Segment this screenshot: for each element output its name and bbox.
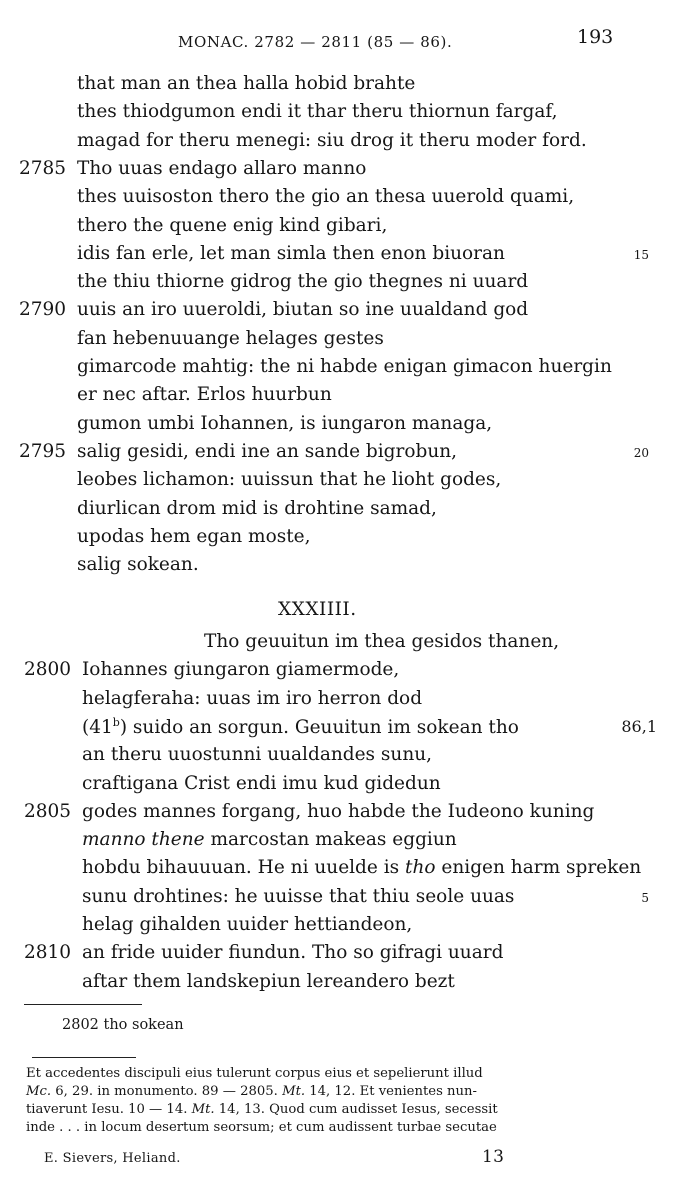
gospel-ref-mt: Mt. bbox=[282, 1084, 306, 1099]
verse-line-number: 2785 bbox=[19, 157, 67, 179]
latin-note-line-2a: 6, 29. in monumento. 89 — 2805. bbox=[51, 1084, 283, 1099]
latin-note-line-3a: tiaverunt Iesu. 10 — 14. bbox=[26, 1102, 192, 1117]
verse-line: uuis an iro uueroldi, biutan so ine uualdand god bbox=[77, 299, 529, 321]
verse-line: magad for theru menegi: siu drog it theru moder ford. bbox=[77, 129, 587, 151]
folio-superscript: b bbox=[112, 715, 120, 729]
verse-line: upodas hem egan moste, bbox=[77, 525, 311, 547]
verse-line: helag gihalden uuider hettiandeon, bbox=[82, 914, 413, 935]
emended-word: manno thene bbox=[82, 829, 205, 851]
verse-text: (41 bbox=[82, 717, 113, 739]
latin-note-line-3 bbox=[26, 1102, 498, 1117]
verse-line-number: 2800 bbox=[24, 659, 72, 681]
verse-line-number: 2805 bbox=[24, 800, 72, 822]
section-title: XXXIIII. bbox=[278, 599, 357, 620]
verse-line: salig sokean. bbox=[77, 554, 199, 576]
latin-note-line-4: inde . . . in locum desertum seorsum; et cum audissent turbae secutae bbox=[26, 1120, 497, 1135]
margin-reference: 20 bbox=[633, 445, 649, 460]
page-number: 193 bbox=[577, 26, 614, 48]
latin-note-line-1: Et accedentes discipuli eius tulerunt corpus eius et sepelierunt illud bbox=[26, 1066, 483, 1081]
emended-word: tho bbox=[405, 857, 436, 879]
verse-line-number: 2810 bbox=[24, 942, 72, 964]
running-header: MONAC. 2782 — 2811 (85 — 86). bbox=[178, 33, 453, 51]
verse-line: an theru uuostunni uualdandes sunu, bbox=[82, 744, 433, 766]
footer-signature: E. Sievers, Heliand. bbox=[44, 1151, 181, 1166]
verse-line: godes mannes forgang, huo habde the Iudeono kuning bbox=[82, 800, 595, 822]
verse-text: marcostan makeas eggiun bbox=[204, 829, 457, 851]
verse-line: gumon umbi Iohannen, is iungaron managa, bbox=[77, 412, 493, 434]
verse-line: idis fan erle, let man simla then enon biuoran bbox=[77, 242, 505, 264]
gospel-ref-mt-2: Mt. bbox=[191, 1102, 215, 1117]
notes-rule bbox=[32, 1057, 136, 1058]
verse-line: thero the quene enig kind gibari, bbox=[77, 214, 388, 236]
verse-line: helagferaha: uuas im iro herron dod bbox=[82, 687, 423, 709]
verse-line: leobes lichamon: uuissun that he lioht godes, bbox=[77, 469, 502, 491]
verse-line-number: 2790 bbox=[19, 299, 67, 321]
latin-note-line-3b: 14, 13. Quod cum audisset Iesus, secessit bbox=[214, 1102, 498, 1117]
margin-reference: 5 bbox=[641, 890, 649, 905]
footer-signature-number: 13 bbox=[482, 1147, 505, 1167]
verse-line: sunu drohtines: he uuisse that thiu seole uuas bbox=[82, 885, 515, 907]
verse-line: craftigana Crist endi imu kud gidedun bbox=[82, 772, 441, 794]
verse-text: hobdu bihauuuan. He ni uuelde is bbox=[82, 857, 406, 879]
verse-text: enigen harm spreken bbox=[435, 857, 642, 879]
apparatus-rule bbox=[24, 1004, 142, 1005]
verse-line bbox=[82, 716, 519, 738]
verse-line: the thiu thiorne gidrog the gio thegnes ni uuard bbox=[77, 271, 529, 293]
verse-line: thes thiodgumon endi it thar theru thiornun fargaf, bbox=[77, 101, 558, 123]
verse-line bbox=[82, 857, 641, 878]
verse-line: er nec aftar. Erlos huurbun bbox=[77, 384, 332, 406]
margin-reference: 86,1 bbox=[621, 716, 657, 736]
margin-reference: 15 bbox=[633, 247, 649, 262]
verse-line: diurlican drom mid is drohtine samad, bbox=[77, 497, 437, 519]
verse-line: an fride uuider fiundun. Tho so gifragi uuard bbox=[82, 942, 504, 964]
verse-line: that man an thea halla hobid brahte bbox=[77, 73, 416, 94]
verse-line-number: 2795 bbox=[19, 440, 67, 462]
verse-line: gimarcode mahtig: the ni habde enigan gimacon huergin bbox=[77, 356, 612, 377]
latin-note-line-2b: 14, 12. Et venientes nun- bbox=[305, 1084, 477, 1099]
verse-line: Tho geuuitun im thea gesidos thanen, bbox=[204, 631, 560, 652]
latin-note-line-2 bbox=[26, 1084, 477, 1099]
verse-line: thes uuisoston thero the gio an thesa uuerold quami, bbox=[77, 186, 575, 208]
verse-line: aftar them landskepiun lereandero bezt bbox=[82, 970, 455, 992]
verse-line: fan hebenuuange helages gestes bbox=[77, 327, 384, 349]
verse-line bbox=[82, 829, 457, 850]
verse-line: salig gesidi, endi ine an sande bigrobun, bbox=[77, 440, 458, 462]
apparatus-note: 2802 tho sokean bbox=[62, 1017, 184, 1033]
verse-text: ) suido an sorgun. Geuuitun im sokean tho bbox=[119, 717, 519, 739]
verse-line: Tho uuas endago allaro manno bbox=[77, 157, 367, 179]
verse-line: Iohannes giungaron giamermode, bbox=[82, 659, 400, 681]
gospel-ref-mc: Mc. bbox=[26, 1084, 52, 1099]
